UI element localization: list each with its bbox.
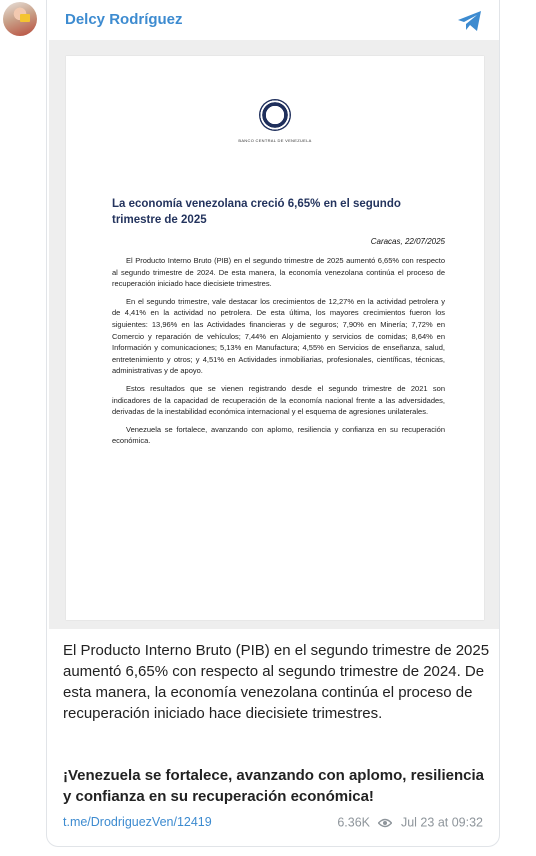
post-footer: [63, 815, 483, 831]
post-meta: [337, 815, 483, 830]
post-card: [46, 0, 500, 847]
channel-name[interactable]: Delcy Rodríguez: [65, 11, 183, 28]
document-paragraph: El Producto Interno Bruto (PIB) en el segundo trimestre de 2025 aumentó 6,65% con respecto al segundo trimestre de 2024. De esta manera, la economía venezolana continúa el proceso de recuperación iniciado hace diecisiete trimestres.: [112, 256, 445, 289]
telegram-plane-icon[interactable]: [457, 10, 483, 32]
document-page: [66, 56, 484, 620]
document-date: Caracas, 22/07/2025: [370, 237, 445, 246]
document-body: [112, 255, 445, 453]
post-link[interactable]: t.me/DrodriguezVen/12419: [63, 815, 212, 829]
view-count: 6.36K: [337, 815, 371, 830]
document-title: La economía venezolana creció 6,65% en el segundo trimestre de 2025: [112, 198, 401, 226]
post-caption: El Producto Interno Bruto (PIB) en el segundo trimestre de 2025 aumentó 6,65% con respecto al segundo trimestre de 2024. De esta manera, la economía venezolana continúa el proceso de recuperación iniciado hace diecisiete trimestres.: [63, 642, 490, 722]
document-paragraph: Venezuela se fortalece, avanzando con aplomo, resiliencia y confianza en su recuperación económica.: [112, 424, 445, 446]
eye-icon: [378, 818, 392, 828]
avatar-badge: [20, 14, 30, 22]
post-caption-bold: ¡Venezuela se fortalece, avanzando con aplomo, resiliencia y confianza en su recuperación económica!: [63, 767, 484, 805]
channel-avatar[interactable]: [3, 2, 37, 36]
post-timestamp: Jul 23 at 09:32: [400, 815, 483, 830]
document-image[interactable]: [49, 40, 499, 629]
document-paragraph: En el segundo trimestre, vale destacar los crecimientos de 12,27% en la actividad petrolera y de 4,41% en la actividad no petrolera. De esta última, los mayores crecimientos fueron los siguientes: 13,96% en las Actividades financieras y de seguros; 7,90% en Minería; 7,72% en Comercio y reparación de vehículos; 7,44% en Alojamiento y servicios de comidas; 8,64% en Información y comunicaciones; 5,13% en Manufactura; 4,55% en Servicios de enseñanza, salud, entretenimiento y otros; y 4,51% en Actividades inmobiliarias, profesionales, científicas, técnicas, administrativas y de apoyo.: [112, 296, 445, 376]
bcv-seal-icon: [259, 99, 291, 131]
document-paragraph: Estos resultados que se vienen registrando desde el segundo trimestre de 2021 son indicadores de la capacidad de recuperación de la economía nacional frente a las adversidades, derivadas de la inestabilidad económica internacional y el esquema de agresiones unilaterales.: [112, 383, 445, 417]
seal-caption: BANCO CENTRAL DE VENEZUELA: [238, 138, 312, 143]
